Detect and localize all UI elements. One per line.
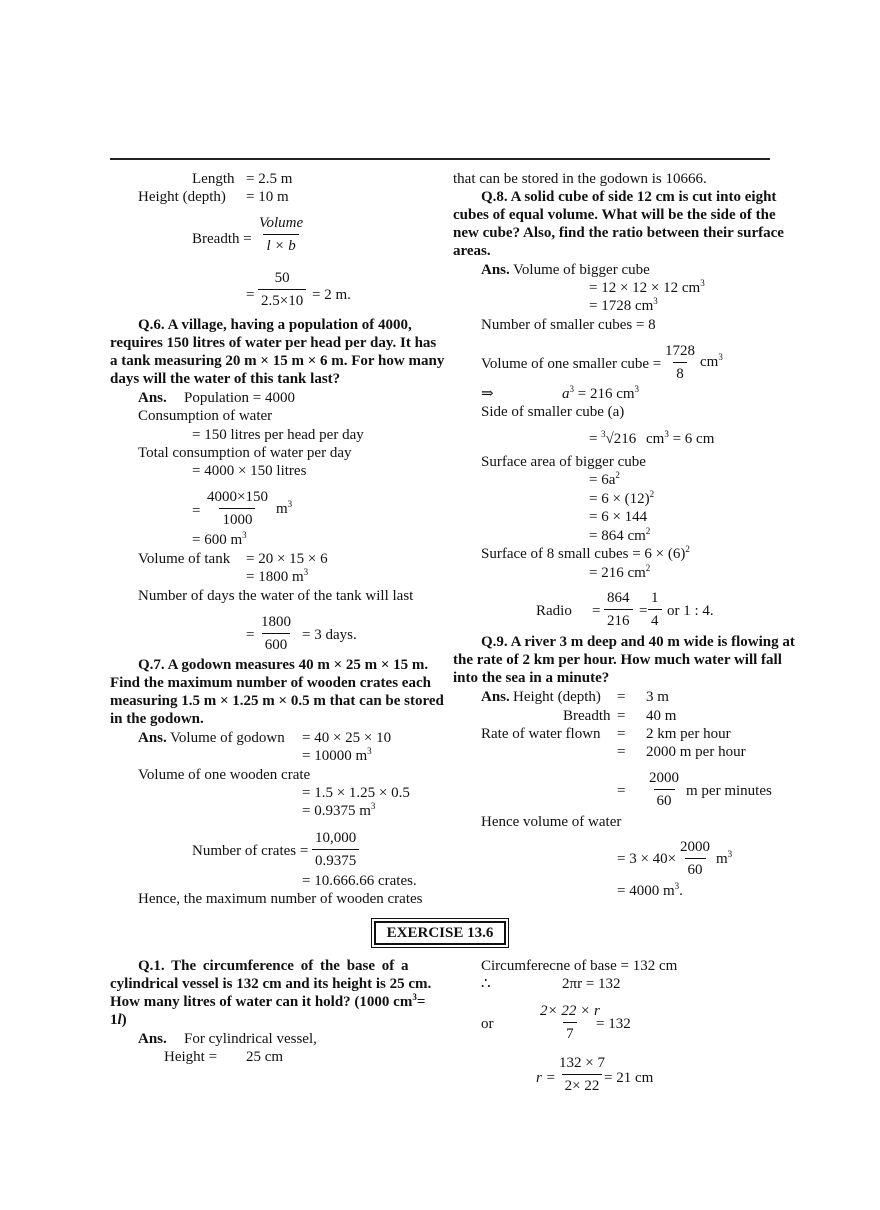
consumption-value: = 150 litres per head per day <box>192 427 364 443</box>
question-line: new cube? Also, find the ratio between their surface <box>453 225 784 241</box>
river-height-label: Height (depth) <box>513 689 601 705</box>
radius-equation-fraction <box>537 1002 603 1043</box>
a-cubed-equation: $a^3 = 216$ $cm^3$ <box>562 384 640 402</box>
river-height-eq: = <box>617 689 626 705</box>
question-line: requires 150 litres of water per head per day. It has <box>110 335 437 351</box>
question-8 <box>453 188 784 260</box>
fraction-numerator: 132 × 7 <box>559 1055 605 1071</box>
question-line: cylindrical vessel is 132 cm and its height is 25 cm. <box>110 976 432 992</box>
fraction-numerator: 1728 <box>665 343 695 359</box>
height-value: = 10 m <box>246 189 289 205</box>
cube-root: $^3$√216 <box>601 429 637 447</box>
answer-label: Ans. <box>481 689 510 705</box>
fraction-denominator: 60 <box>685 858 706 879</box>
small-surface-result: = 216 $cm^2$ <box>589 563 651 581</box>
fraction-numerator: 1800 <box>261 614 291 630</box>
flow-rate-eq: = <box>617 726 626 742</box>
godown-volume-value: = 40 × 25 × 10 <box>302 730 392 746</box>
breadth-fraction <box>256 214 306 255</box>
question-line: into the sea in a minute? <box>453 670 610 686</box>
water-volume-unit: $m^3$ <box>716 849 733 867</box>
eq1-sign: = <box>246 287 255 303</box>
therefore-symbol: ∴ <box>481 976 491 992</box>
river-breadth-label: Breadth <box>563 708 611 724</box>
ratio-label: Radio <box>536 603 572 619</box>
cube-root-result: $cm^3 = 6$ cm <box>646 429 715 447</box>
surface-step-1: = $6a^2$ <box>589 470 620 488</box>
small-cube-volume-unit: $cm^3$ <box>700 352 723 370</box>
crates-hence: Hence, the maximum number of wooden crates <box>138 891 423 907</box>
total-consumption-value: = 4000 × 150 litres <box>192 463 307 479</box>
ratio-fraction <box>604 589 633 630</box>
question-line: Q.6. A village, having a population of 4000, <box>138 317 412 333</box>
small-cube-volume-label: Volume of one smaller cube = <box>481 356 662 372</box>
flow-rate-value: 2 km per hour <box>646 726 731 742</box>
crates-fraction <box>312 829 359 870</box>
days-fraction <box>258 613 294 654</box>
godown-volume-result: = 10000 $m^3$ <box>302 746 372 764</box>
fraction-denominator: 1000 <box>219 508 255 529</box>
flow-rate-value-2: 2000 m per hour <box>646 744 746 760</box>
question-line: Q.8. A solid cube of side 12 cm is cut into eight <box>481 189 777 205</box>
length-value: = 2.5 m <box>246 171 293 187</box>
flow-rate-label: Rate of water flown <box>481 726 601 742</box>
radius-equation-result: = 132 <box>596 1016 631 1032</box>
question-line: How many litres of water can it hold? (1000 $cm^3=$ <box>110 992 426 1010</box>
small-cube-volume-fraction <box>662 342 698 383</box>
answer-label: Ans. <box>138 1031 167 1047</box>
implies-symbol: ⇒ <box>481 386 494 402</box>
cube-root-eq: = <box>589 431 598 447</box>
consumption-label: Consumption of water <box>138 408 273 424</box>
answer-label: Ans. <box>138 390 167 406</box>
fraction-numerator: 864 <box>607 590 630 606</box>
question-line: Q.9. A river 3 m deep and 40 m wide is flowing at <box>481 634 795 650</box>
radius-result: = 21 cm <box>604 1070 654 1086</box>
fraction-denominator: 0.9375 <box>312 849 359 870</box>
fraction-numerator: 1 <box>651 590 659 606</box>
ratio-eq: = <box>592 603 601 619</box>
crate-volume-value: = 1.5 × 1.25 × 0.5 <box>302 785 410 801</box>
q6-600: = 600 $m^3$ <box>192 530 247 548</box>
question-line: days will the water of this tank last? <box>110 371 341 387</box>
q6-unit: $m^3$ <box>276 499 293 517</box>
ratio-eq2: = <box>639 603 648 619</box>
water-volume-fraction <box>677 838 713 879</box>
question-line: cubes of equal volume. What will be the side of the <box>453 207 776 223</box>
breadth-label: Breadth = <box>192 231 252 247</box>
length-label: Length <box>192 171 235 187</box>
small-cube-side-label: Side of smaller cube (a) <box>481 404 625 420</box>
question-line: Find the maximum number of wooden crates each <box>110 675 431 691</box>
crate-volume-result: = 0.9375 $m^3$ <box>302 801 376 819</box>
fraction-numerator: 2000 <box>649 770 679 786</box>
small-surface-label: Surface of 8 small cubes = $6 \times (6)^2$ <box>481 544 690 562</box>
population: Population = 4000 <box>184 390 295 406</box>
question-9 <box>453 633 795 687</box>
crate-volume-label: Volume of one wooden crate <box>138 767 311 783</box>
surface-step-2: = $6 \times (12)^2$ <box>589 489 655 507</box>
fraction-numerator: Volume <box>259 215 304 231</box>
fraction-denominator: 7 <box>563 1022 577 1043</box>
fraction-denominator: 216 <box>604 609 633 630</box>
crates-label: Number of crates = <box>192 843 309 859</box>
river-breadth-eq: = <box>617 708 626 724</box>
small-cube-count: Number of smaller cubes = 8 <box>481 317 656 333</box>
water-volume-result: = 4000 $m^3$. <box>617 881 683 899</box>
two-pi-r: 2πr = 132 <box>562 976 621 992</box>
question-line: areas. <box>453 243 491 259</box>
tank-volume-label: Volume of tank <box>138 551 231 567</box>
header-rule <box>110 158 770 160</box>
q7-continuation: that can be stored in the godown is 10666. <box>453 171 707 187</box>
flow-rate-fraction <box>646 769 682 810</box>
fraction-numerator: 50 <box>274 270 290 286</box>
eq1-result: = 2 m. <box>312 287 351 303</box>
question-line: measuring 1.5 m × 1.25 m × 0.5 m that can be stored <box>110 693 444 709</box>
tank-volume-result: = 1800 $m^3$ <box>246 567 309 585</box>
question-line: Q.7. A godown measures 40 m × 25 m × 15 m. <box>138 657 429 673</box>
river-height-value: 3 m <box>646 689 669 705</box>
fraction-denominator: 2× 22 <box>562 1074 603 1095</box>
days-label: Number of days the water of the tank will last <box>138 588 414 604</box>
fraction-numerator: 4000×150 <box>207 489 268 505</box>
eq1-fraction <box>258 269 306 310</box>
crates-result: = 10.666.66 crates. <box>302 873 417 889</box>
fraction-numerator: 2× 22 × r <box>540 1003 600 1019</box>
fraction-denominator: l × b <box>263 234 298 255</box>
big-cube-volume-value: = 12 × 12 × 12 $cm^3$ <box>589 278 705 296</box>
flow-rate-unit: m per minutes <box>686 783 772 799</box>
question-line: a tank measuring 20 m × 15 m × 6 m. For how many <box>110 353 445 369</box>
fraction-denominator: 8 <box>673 362 687 383</box>
question-line: 1l) <box>110 1012 127 1028</box>
big-surface-label: Surface area of bigger cube <box>481 454 646 470</box>
cylinder-height-value: 25 cm <box>246 1049 284 1065</box>
answer-label: Ans. <box>138 730 167 746</box>
fraction-denominator: 600 <box>262 633 291 654</box>
answer-label: Ans. <box>481 262 510 278</box>
big-cube-volume-result: = 1728 $cm^3$ <box>589 296 658 314</box>
days-result: = 3 days. <box>302 627 357 643</box>
height-label: Height (depth) <box>138 189 226 205</box>
fraction-numerator: 2000 <box>680 839 710 855</box>
river-breadth-value: 40 m <box>646 708 677 724</box>
days-eq-sign: = <box>246 627 255 643</box>
fraction-denominator: 4 <box>648 609 662 630</box>
question-line: in the godown. <box>110 711 204 727</box>
surface-step-3: = 6 × 144 <box>589 509 648 525</box>
flow-rate-eq-2: = <box>617 744 626 760</box>
q6-fraction <box>204 488 271 529</box>
big-cube-volume-label: Volume of bigger cube <box>513 262 650 278</box>
surface-step-4: = 864 $cm^2$ <box>589 526 651 544</box>
water-volume-label: Hence volume of water <box>481 814 622 830</box>
question-7 <box>110 656 444 728</box>
water-volume-prefix: = 3 × 40× <box>617 851 677 867</box>
radius-label: r = <box>536 1070 556 1086</box>
question-line: the rate of 2 km per hour. How much water will fall <box>453 652 782 668</box>
fraction-denominator: 60 <box>654 789 675 810</box>
ratio-result: or 1 : 4. <box>667 603 714 619</box>
q6-eq-sign: = <box>192 503 201 519</box>
circumference-line: Circumferecne of base = 132 cm <box>481 958 678 974</box>
flow-rate-eq-3: = <box>617 783 626 799</box>
exercise-heading: EXERCISE 13.6 <box>374 921 506 945</box>
tank-volume-value: = 20 × 15 × 6 <box>246 551 328 567</box>
total-consumption-label: Total consumption of water per day <box>138 445 352 461</box>
question-line: Q.1. The circumference of the base of a <box>138 958 409 974</box>
radius-fraction <box>556 1054 608 1095</box>
fraction-numerator: 10,000 <box>315 830 357 846</box>
cylinder-height-label: Height = <box>164 1049 218 1065</box>
or-label: or <box>481 1016 494 1032</box>
godown-volume-label: Volume of godown <box>170 730 285 746</box>
fraction-denominator: 2.5×10 <box>258 289 306 310</box>
question-6 <box>110 316 445 388</box>
ratio-reduced-fraction <box>648 589 662 630</box>
cylinder-label: For cylindrical vessel, <box>184 1031 317 1047</box>
exercise-question-1 <box>110 957 432 1029</box>
